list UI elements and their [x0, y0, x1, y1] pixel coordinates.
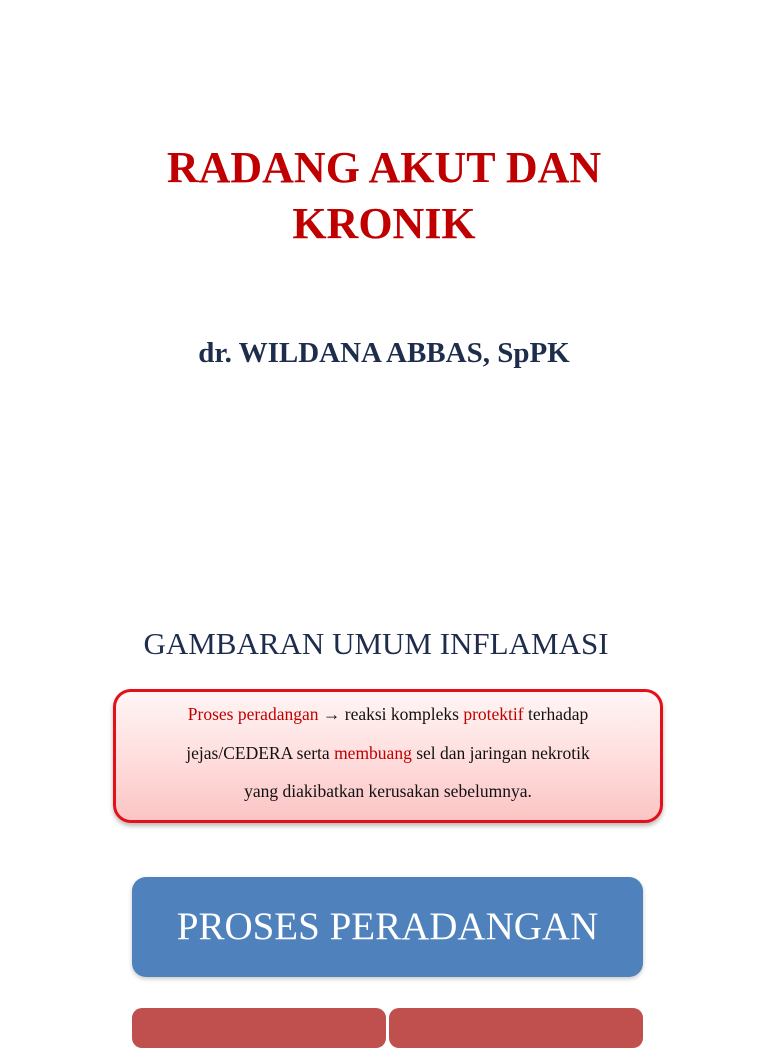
definition-term: Proses peradangan [187, 704, 319, 724]
slide-title-line-2: KRONIK [292, 199, 476, 248]
definition-line-1 [116, 695, 660, 734]
definition-highlight-membuang: membuang [334, 742, 412, 763]
definition-line-3: yang diakibatkan kerusakan sebelumnya. [244, 781, 532, 801]
definition-text-2: terhadap [523, 704, 589, 724]
definition-text-3: jejas/CEDERA serta [186, 742, 335, 763]
section-heading: GAMBARAN UMUM INFLAMASI [143, 626, 609, 661]
definition-text-4: sel dan jaringan nekrotik [411, 742, 590, 763]
slide-title-line-1: RADANG AKUT DAN [166, 143, 602, 192]
definition-box [113, 689, 663, 823]
definition-highlight-protektif: protektif [463, 704, 524, 724]
process-box-label: PROSES PERADANGAN [176, 905, 599, 948]
bottom-box-left [132, 1008, 386, 1048]
arrow-icon: → [322, 704, 341, 724]
definition-line-2 [116, 734, 660, 773]
author-name: dr. WILDANA ABBAS, SpPK [198, 337, 570, 369]
bottom-box-right [389, 1008, 643, 1048]
definition-text-1: reaksi kompleks [340, 704, 464, 724]
slide-title [0, 140, 768, 252]
process-box [132, 877, 643, 977]
